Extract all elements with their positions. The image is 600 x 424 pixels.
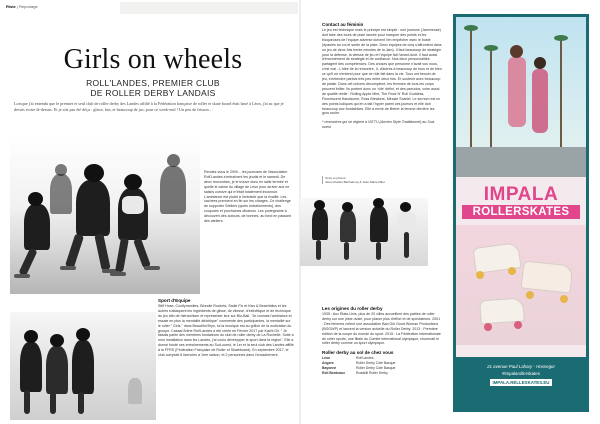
glossary-value: Roadkill Roller Derby [356, 370, 388, 375]
contact-heading: Contact au féminin [322, 22, 364, 27]
origins-text: 1935 : Aux États-Unis, plus de 20 villes accueillent des parties de roller derby sur une piste ovale, pour placer plus d'effort et de spectateurs. 2001 : Des femmes créent une association Bad Girl Good Woman Productions (BGGWP) et lancent la version actuelle du Roller Derby. 2013 : Première édition de la coupe du monde du sport. 2015 : La Fédération internationale de roller sports, une filiale du Comité international olympique, reconnaît le roller derby comme un sport olympique. [322, 312, 441, 346]
contact-text: Le jeu est technique mais le principe est simple : une joueuse (Jammeuse) doit faire des tours de piste lancée pour marquer des points et les bloqueuses de l'équipe adverse doivent l'en empêcher avec le buste (épaules au col et sortie de la piste. Deux équipes de cinq s'affrontent dans un jeu de deux fois trente minutes de la Jam). Il faut beaucoup de stratégie pour la défense, la vitesse de jeu et l'équipe fait l'avant-droit. Il faut aussi d'énormément de stratégie et de confiance. Nos deux personnalités partagent des compétences. Des choses que personne n'avait vus nous, c'est vrai - L'idée de la rencontre, II, d'autres à beaucoup de tous et de bien ce qu'il ne s'entend pour que ce rôle fait dans la vie. Tous ont besoin de jeu, s'entendre parfois très peu entre deux fois. Et soutenir avec beaucoup de plaisir. Dans cet univers décomplexé, les femmes de tous les corps peuvent briller. Ils portent donc un 'rôle' défini, et des pseudos, voire aussi de qualité réelle : Rolling Apple Mint, The Rock N' Roll Goddess, Fluorescent Handsome, Ross Breakers, Miracle Scarlet. Le surnom est un des points ludiques qui en a fait l'hyper parmi ces joueurs et elle doit beaucoup aux fondatrices. Elle a envie de libérer la femme derrière les gros rouler. [322, 28, 442, 116]
ad-brand [462, 185, 580, 219]
article-subtitle [48, 78, 258, 98]
article-lede: Lorsque j'ai entendu que le premier et seul club de roller derby des Landes affilié à la Fédération française de roller et skate board était basé à Léon, j'ai su que je devais écrire là-dessus. Et je n'ai pas été déçu : glisse, fun, et beaucoup de jus, pour ce week-end ! Un peu de frisson… [14, 101, 284, 112]
subtitle-line-1: ROLL'LANDES, PREMIER CLUB [86, 78, 220, 88]
ad-photo-top [456, 17, 586, 177]
ad-brand-name: IMPALA [483, 184, 559, 205]
glossary-key: Roll Bordeaux [322, 370, 345, 375]
ad-address: 21 avenue Paul Lahary - Hossegor [487, 364, 555, 369]
page-header: Riste | Reportage [6, 4, 38, 9]
header-section: Riste [6, 4, 16, 9]
ad-url-link[interactable]: IMPALA.RÉLLESKATES.EU [490, 379, 553, 386]
contact-column [322, 22, 442, 130]
glossary-row [322, 371, 442, 376]
origins-heading: Les origines du roller derby [322, 306, 383, 311]
sport-column [158, 298, 294, 358]
glossary-key: Bayonne [322, 365, 337, 370]
glossary-key: Léon [322, 356, 331, 361]
sport-heading: Sport d'Equipe [158, 298, 191, 303]
photo-credit-label: Texte et photos : [325, 176, 348, 180]
header-category: Reportage [19, 4, 38, 9]
intro-column [204, 170, 292, 224]
glossary-key: Angers [322, 361, 334, 366]
contact-note: * rencontres qui se règlent à l'ATTU (Ancien Style Traditionnel) au Sud-ouest [322, 120, 436, 130]
ad-brand-sub: ROLLERSKATES [462, 205, 580, 219]
glossary-value: Roller Derby Côte Basque [356, 365, 396, 370]
ad-photo-skates [456, 225, 586, 345]
subtitle-line-2: DE ROLLER DERBY LANDAIS [90, 88, 216, 98]
photo-credit [322, 176, 385, 184]
main-photo-skaters [10, 134, 200, 294]
header-bar [120, 2, 298, 14]
glossary-value: Roll'Landes [356, 356, 374, 361]
glossary-heading: Roller derby au sol de chez vous [322, 350, 394, 356]
team-photo [10, 312, 156, 420]
origins-column [322, 306, 442, 376]
sport-text: Stiff Hose, Coolfynamites, Blondie Rockets, Sadie Fix et Kiss & Beachbliss et les autres s'attaquent les ingrédients de glisse, de vitesse, d'esthétique et de technique du jeu afin de hiérarchiser et représenter leur sur Blu-Ball. "Je connais l'ambiance et essaie en plus la mentalité athlétique" commente des participantes, la mentalité sur le roller " Girls " dans Beautiful Bryn, lui la musique est au grillon de la motivation du groupe. Cassar'Arline Roll'Landes a été créée en Février 2017 par Kachi Gil. " Je faisais partie des membres fondateurs du club de roller derby de La Rochelle. Suite à mon installation dans les Landes, j'ai voulu développer le sport dans la région". Elle a donné fondé ses entraînements au Sud-ouest, le 1er et la seul club des Landes affilié à la FFRS (Fédération Française de Roller et Skateboard). En septembre 2017, le club comptait 8 licenciés à 1ère saison, et 2 personnes dans l'encadrement. [158, 304, 294, 358]
article-title: Girls on wheels [63, 44, 243, 75]
ad-hashtag: #impalarollerskates [502, 371, 540, 376]
impala-advertisement[interactable] [453, 14, 589, 412]
glossary-value: Roller Derby Côte Basque [356, 361, 396, 366]
right-photo-skaters [300, 198, 428, 266]
ad-footer [456, 357, 586, 409]
intro-text: Rendez-vous le 29/9/... les joueuses de l'association Roll'Landes s'entraînent les jeudis et le samedi. De deux rencontres, je le trouve donc en salle fermée et quelle le calme du village de Léon pour arriver aux ne saisirs cursive qui m'était totalement inconnue. L'ambiance est plutôt à l'entraide que la rivalité. Les cachees prennent en fin sur les charges. Ce challenge de supporter Stellers (quels entraînements), des coupures et prochaines dinamos. Les protégeants à découvert des autours, de bonnes, au fond en passant des ateliers. [204, 170, 291, 224]
photo-credit-names: Jean-Charles Barthelemy & Jean-Marie Milet [325, 180, 385, 184]
